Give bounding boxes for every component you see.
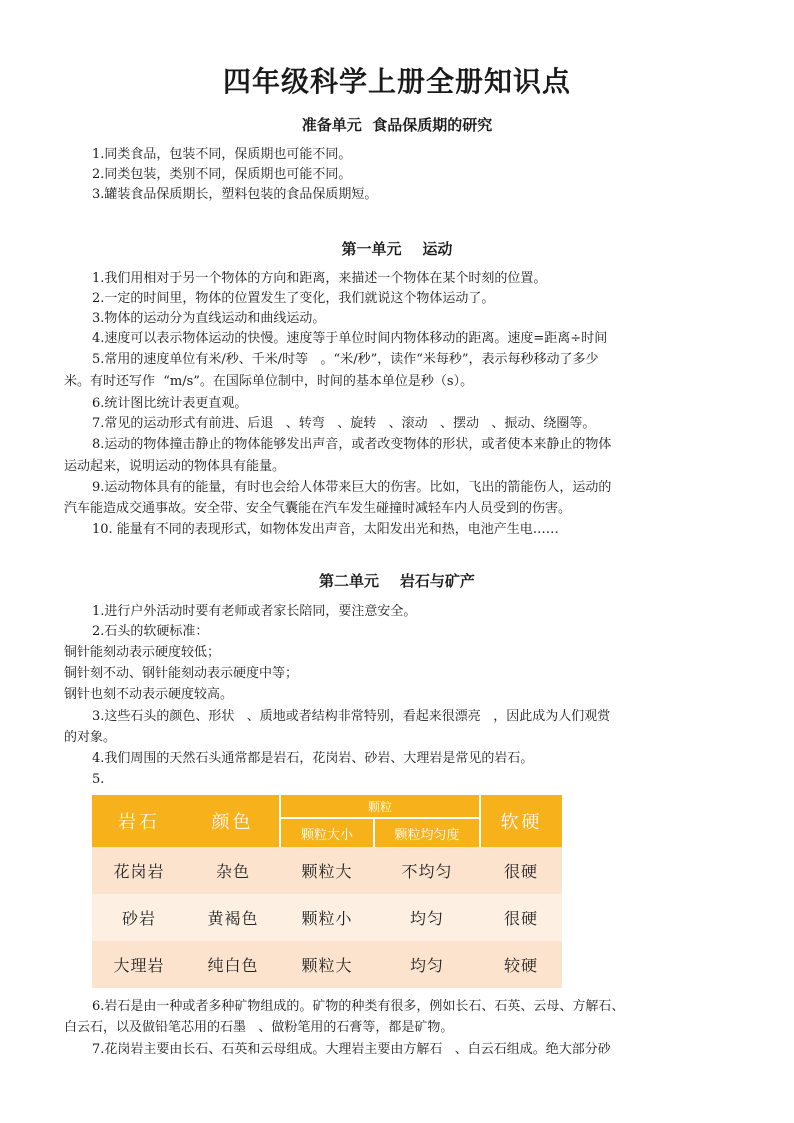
table-cell: 不均匀: [374, 847, 480, 894]
section-heading-prep: 准备单元 食品保质期的研究: [301, 116, 493, 134]
table-row: [92, 941, 562, 988]
table-cell: 均匀: [374, 941, 480, 988]
paragraph-line: 4.速度可以表示物体运动的快慢。速度等于单位时间内物体移动的距离。速度=距离÷时间: [92, 331, 608, 346]
document-title: 四年级科学上册全册知识点: [222, 65, 571, 98]
paragraph-line: 4.我们周围的天然石头通常都是岩石，花岗岩、砂岩、大理岩是常见的岩石。: [92, 751, 534, 766]
paragraph-line: 运动起来，说明运动的物体具有能量。: [64, 459, 286, 474]
paragraph-line: 米。有时还写作 “m/s”。在国际单位制中，时间的基本单位是秒（s）。: [64, 374, 474, 389]
paragraph-line: 3.物体的运动分为直线运动和曲线运动。: [92, 311, 326, 326]
header-grain: 颗粒: [280, 795, 480, 818]
paragraph-line: 2.石头的软硬标准：: [92, 624, 209, 639]
paragraph-line: 6.岩石是由一种或者多种矿物组成的。矿物的种类有很多，例如长石、石英、云母、方解石、: [92, 999, 625, 1014]
section-heading-unit1: 第一单元 运动: [341, 240, 453, 258]
paragraph-line: 9.运动物体具有的能量，有时也会给人体带来巨大的伤害。比如，飞出的箭能伤人，运动的: [92, 480, 612, 495]
paragraph-line: 2.一定的时间里，物体的位置发生了变化，我们就说这个物体运动了。: [92, 291, 495, 306]
table-cell: 很硬: [480, 847, 562, 894]
paragraph-line: 的对象。: [64, 730, 117, 745]
paragraph-line: 1.进行户外活动时要有老师或者家长陪同，要注意安全。: [92, 604, 417, 619]
table-cell: 颗粒大: [280, 941, 374, 988]
table-cell: 颗粒小: [280, 894, 374, 941]
paragraph-line: 7.常见的运动形式有前进、后退 、转弯 、旋转 、滚动 、摆动 、振动、绕圈等。: [92, 416, 596, 431]
paragraph-line: 3.罐装食品保质期长，塑料包装的食品保质期短。: [92, 187, 378, 202]
table-cell: 纯白色: [186, 941, 280, 988]
table-cell: 杂色: [186, 847, 280, 894]
table-cell: 很硬: [480, 894, 562, 941]
paragraph-line: 汽车能造成交通事故。安全带、安全气囊能在汽车发生碰撞时减轻车内人员受到的伤害。: [64, 501, 572, 516]
header-color: 颜色: [186, 795, 280, 847]
table-cell: 花岗岩: [92, 847, 186, 894]
table-row: [92, 847, 562, 894]
paragraph-line: 5.常用的速度单位有米/秒、千米/时等 。“米/秒”，读作“米每秒”，表示每秒移动了多少: [92, 352, 599, 367]
table-cell: 砂岩: [92, 894, 186, 941]
paragraph-line: 2.同类包装，类别不同，保质期也可能不同。: [92, 167, 352, 182]
paragraph-line: 铜针刻不动、钢针能刻动表示硬度中等；: [64, 666, 299, 681]
paragraph-line: 5.: [92, 772, 105, 787]
table-cell: 均匀: [374, 894, 480, 941]
header-rock: 岩石: [92, 795, 186, 847]
table-cell: 大理岩: [92, 941, 186, 988]
table-row: [92, 894, 562, 941]
paragraph-line: 6.统计图比统计表更直观。: [92, 396, 248, 411]
paragraph-line: 7.花岗岩主要由长石、石英和云母组成。大理岩主要由方解石 、白云石组成。绝大部分砂: [92, 1042, 611, 1057]
table-cell: 颗粒大: [280, 847, 374, 894]
rock-comparison-table: [92, 795, 562, 988]
header-grain-uniformity: 颗粒均匀度: [374, 818, 480, 847]
paragraph-line: 3.这些石头的颜色、形状 、质地或者结构非常特别，看起来很漂亮 ，因此成为人们观赏: [92, 709, 611, 724]
section-heading-unit2: 第二单元 岩石与矿产: [319, 572, 475, 590]
paragraph-line: 铜针能刻动表示硬度较低；: [64, 645, 221, 660]
table-cell: 黄褐色: [186, 894, 280, 941]
paragraph-line: 钢针也刻不动表示硬度较高。: [64, 687, 234, 702]
header-grain-size: 颗粒大小: [280, 818, 374, 847]
paragraph-line: 1.我们用相对于另一个物体的方向和距离，来描述一个物体在某个时刻的位置。: [92, 271, 547, 286]
paragraph-line: 10. 能量有不同的表现形式，如物体发出声音，太阳发出光和热，电池产生电……: [92, 522, 559, 537]
paragraph-line: 白云石，以及做铅笔芯用的石墨 、做粉笔用的石膏等，都是矿物。: [64, 1020, 454, 1035]
paragraph-line: 1.同类食品，包装不同，保质期也可能不同。: [92, 147, 352, 162]
table-cell: 较硬: [480, 941, 562, 988]
header-hardness: 软硬: [480, 795, 562, 847]
paragraph-line: 8.运动的物体撞击静止的物体能够发出声音，或者改变物体的形状，或者使本来静止的物体: [92, 437, 612, 452]
